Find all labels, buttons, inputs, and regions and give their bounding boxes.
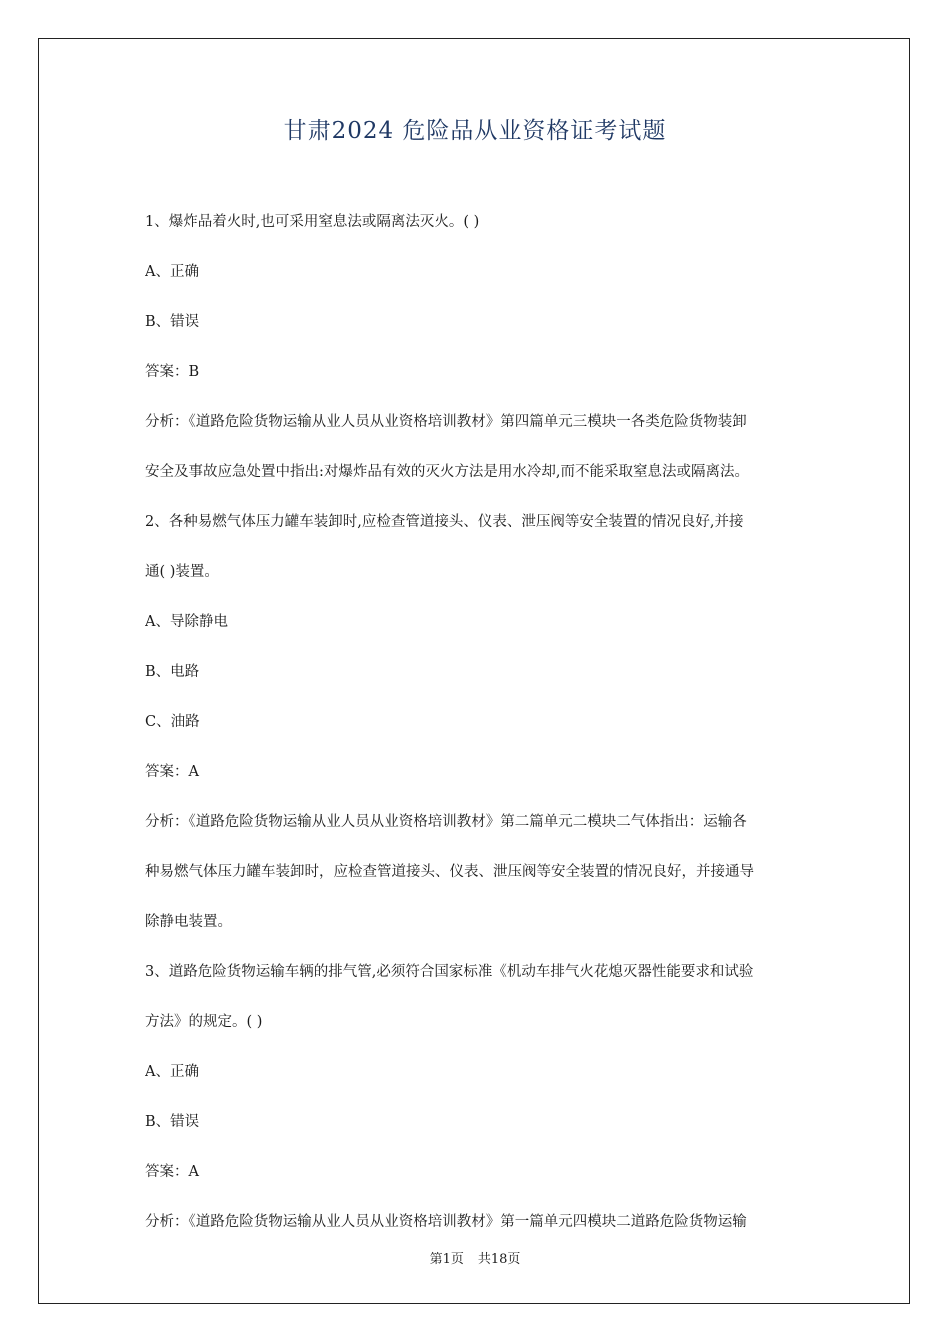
question-2-option-a: A、导除静电 — [145, 614, 228, 630]
question-2-analysis-line-2: 种易燃气体压力罐车装卸时，应检查管道接头、仪表、泄压阀等安全装置的情况良好，并接通导 — [145, 864, 754, 880]
document-body — [145, 197, 810, 1247]
question-1-text: 1、爆炸品着火时,也可采用窒息法或隔离法灭火。( ) — [145, 214, 480, 230]
question-1-analysis-line-2: 安全及事故应急处置中指出:对爆炸品有效的灭火方法是用水冷却,而不能采取窒息法或隔离法。 — [145, 464, 749, 480]
question-1-option-b: B、错误 — [145, 314, 200, 330]
question-1-answer: 答案：B — [145, 364, 200, 380]
page-total: 共18页 — [477, 1252, 521, 1267]
question-2-text-line-1: 2、各种易燃气体压力罐车装卸时,应检查管道接头、仪表、泄压阀等安全装置的情况良好,并接 — [145, 514, 744, 530]
question-2-option-b: B、电路 — [145, 664, 200, 680]
page-footer — [0, 1248, 950, 1267]
question-3-option-b: B、错误 — [145, 1114, 200, 1130]
question-2-option-c: C、油路 — [145, 714, 200, 730]
document-title: 甘肃2024 危险品从业资格证考试题 — [283, 118, 667, 144]
question-3-answer: 答案：A — [145, 1164, 199, 1180]
question-3-analysis-line-1: 分析：《道路危险货物运输从业人员从业资格培训教材》第一篇单元四模块二道路危险货物运输 — [145, 1214, 747, 1230]
question-2-analysis-line-1: 分析：《道路危险货物运输从业人员从业资格培训教材》第二篇单元二模块二气体指出：运输各 — [145, 814, 747, 830]
question-1-analysis-line-1: 分析：《道路危险货物运输从业人员从业资格培训教材》第四篇单元三模块一各类危险货物装卸 — [145, 414, 747, 430]
question-2-answer: 答案：A — [145, 764, 199, 780]
question-3-option-a: A、正确 — [145, 1064, 199, 1080]
question-2-analysis-line-3: 除静电装置。 — [145, 914, 232, 930]
question-3-text-line-1: 3、道路危险货物运输车辆的排气管,必须符合国家标准《机动车排气火花熄灭器性能要求和试验 — [145, 964, 754, 980]
question-1-option-a: A、正确 — [145, 264, 199, 280]
page-number: 第1页 — [429, 1252, 464, 1267]
question-2-text-line-2: 通( )装置。 — [145, 564, 219, 580]
question-3-text-line-2: 方法》的规定。( ) — [145, 1014, 263, 1030]
